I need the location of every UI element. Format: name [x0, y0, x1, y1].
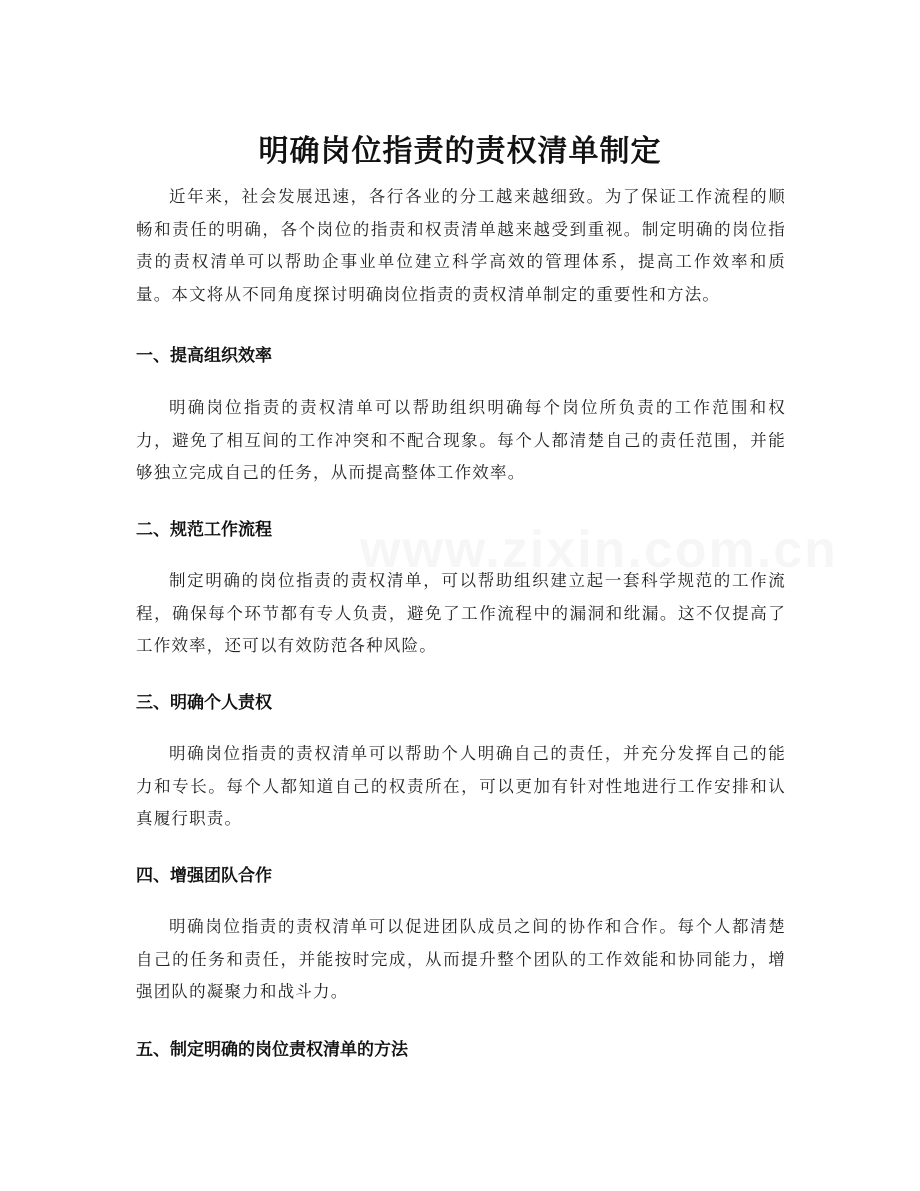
section-heading-1: 一、提高组织效率 — [136, 346, 272, 366]
section-heading-3: 三、明确个人责权 — [136, 693, 272, 713]
section-heading-5: 五、制定明确的岗位责权清单的方法 — [136, 1040, 408, 1060]
document-title: 明确岗位指责的责权清单制定 — [258, 134, 662, 170]
section-body-3: 明确岗位指责的责权清单可以帮助个人明确自己的责任，并充分发挥自己的能力和专长。每个人都知道自己的权责所在，可以更加有针对性地进行工作安排和认真履行职责。 — [136, 744, 786, 828]
section-heading-4: 四、增强团队合作 — [136, 866, 272, 886]
section-body-1: 明确岗位指责的责权清单可以帮助组织明确每个岗位所负责的工作范围和权力，避免了相互间的工作冲突和不配合现象。每个人都清楚自己的责任范围，并能够独立完成自己的任务，从而提高整体工作效率。 — [136, 398, 786, 482]
section-body-4: 明确岗位指责的责权清单可以促进团队成员之间的协作和合作。每个人都清楚自己的任务和责任，并能按时完成，从而提升整个团队的工作效能和协同能力，增强团队的凝聚力和战斗力。 — [136, 917, 786, 1001]
section-body-2: 制定明确的岗位指责的责权清单，可以帮助组织建立起一套科学规范的工作流程，确保每个环节都有专人负责，避免了工作流程中的漏洞和纰漏。这不仅提高了工作效率，还可以有效防范各种风险。 — [136, 571, 786, 655]
section-heading-2: 二、规范工作流程 — [136, 520, 272, 540]
intro-paragraph: 近年来，社会发展迅速，各行各业的分工越来越细致。为了保证工作流程的顺畅和责任的明确，各个岗位的指责和权责清单越来越受到重视。制定明确的岗位指责的责权清单可以帮助企事业单位建立科学高效的管理体系，提高工作效率和质量。本文将从不同角度探讨明确岗位指责的责权清单制定的重要性和方法。 — [136, 187, 786, 304]
